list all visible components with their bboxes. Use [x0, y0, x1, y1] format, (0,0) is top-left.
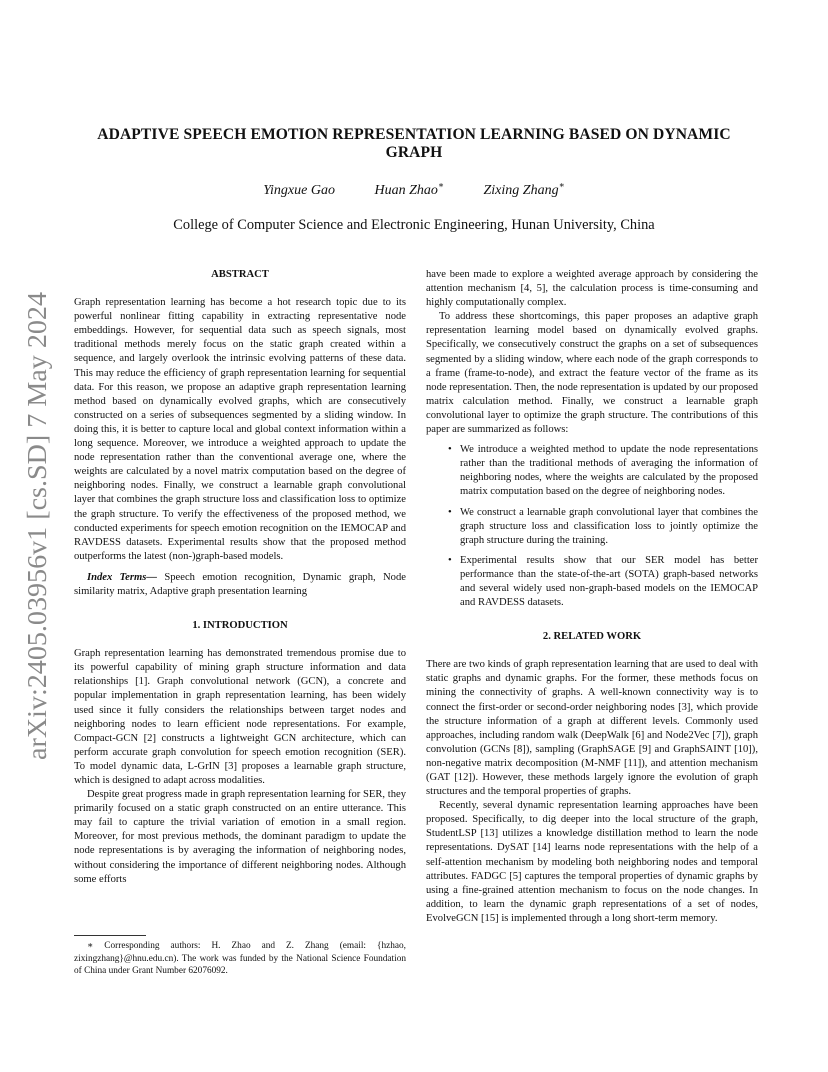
- right-column: [426, 268, 758, 926]
- author-list: [0, 180, 828, 199]
- index-terms-label: Index Terms—: [87, 571, 157, 583]
- paper-title: ADAPTIVE SPEECH EMOTION REPRESENTATION LEARNING BASED ON DYNAMIC GRAPH: [97, 126, 731, 161]
- abstract-text: Graph representation learning has become a hot research topic due to its powerful nonlinear fitting capability in extracting representative node embeddings. However, for sequential data such as speech signals, most traditional methods merely focus on the static graph created within a sequence, and largely overlook the intrinsic evolving patterns of these data. This may reduce the efficiency of graph representation learning for sequential data. For this reason, we propose an adaptive graph representation learning method based on dynamically evolved graphs, which are consecutively constructed on a series of subsequences segmented by a sliding window. In doing this, it is better to capture local and global context information within a long sequence. Moreover, we introduce a weighted approach to update the node representation rather than the conventional average one, where the weights are calculated by a novel matrix computation based on the degree of neighboring nodes. Finally, we construct a learnable graph convolutional layer that combines the graph structure loss and classification loss to optimize the graph structure. To verify the effectiveness of the proposed method, we conducted experiments for speech emotion recognition on the IEMOCAP and RAVDESS datasets. Experimental results show that the proposed method outperforms the latest (non-)graph-based models.: [74, 297, 406, 562]
- related-paragraph: Recently, several dynamic representation learning approaches have been proposed. Specifically, to dig deeper into the local structure of the graph, StudentLSP [13] utilizes a knowledge distillation method to learn the node representations. DySAT [14] learns node representations with the help of a self-attention mechanism by modeling both neighboring nodes and temporal attributes. FADGC [5] captures the temporal properties of dynamic graphs by using a fine-grained attention mechanism to focus on the node changes. In addition, to learn the dynamic graph representations of a set of nodes, EvolveGCN [15] is implemented through a long short-term memory.: [426, 800, 758, 924]
- intro-paragraph: Graph representation learning has demonstrated tremendous promise due to its powerful capability of mining graph structure information and data relationships [1]. Graph convolutional network (GCN), a concrete and popular implementation in graph representation learning, has been widely used since it fully considers the relationships between target nodes and neighboring nodes to learn efficient node representations. For example, Compact-GCN [2] constructs a lightweight GCN architecture, which can perform accurate graph convolution for speech emotion recognition (SER). To model dynamic data, L-GrIN [3] proposes a learnable graph structure, which is designed to adapt across modalities.: [74, 648, 406, 786]
- left-column: [74, 268, 406, 887]
- list-item: • We introduce a weighted method to update the node representations rather than the traditional methods of averaging the information of neighboring nodes, where the weights are calculated by the proposed matrix computation based on the degree of neighboring nodes.: [448, 444, 758, 498]
- footnote: ∗ Corresponding authors: H. Zhao and Z. Zhang (email: {hzhao, zixingzhang}@hnu.edu.cn). The work was funded by the National Science Foundation of China under Grant Number 62076092.: [74, 941, 406, 977]
- intro-paragraph: Despite great progress made in graph representation learning for SER, they primarily focused on a static graph constructed on an entire utterance. This may fail to capture the trivial variation of emotion in a small region. Moreover, for most previous methods, the dominant paradigm to update the node representations is by averaging the information of neighboring nodes, without considering the importance of different neighboring nodes. Although some efforts: [74, 789, 406, 885]
- author: Zixing Zhang∗: [483, 180, 565, 198]
- author: Huan Zhao∗: [374, 180, 444, 198]
- abstract-heading: ABSTRACT: [211, 269, 269, 280]
- affiliation: College of Computer Science and Electronic Engineering, Hunan University, China: [173, 217, 655, 233]
- index-terms: Index Terms— Speech emotion recognition, Dynamic graph, Node similarity matrix, Adaptive graph presentation learning: [74, 571, 406, 597]
- arxiv-stamp-text: arXiv:2405.03956v1 [cs.SD] 7 May 2024: [21, 301, 52, 760]
- intro-paragraph: have been made to explore a weighted average approach by considering the attention mechanism [4, 5], the calculation process is time-consuming and highly computationally complex.: [426, 269, 758, 309]
- list-item: • Experimental results show that our SER model has better performance than the state-of-the-art (SOTA) graph-based networks and several widely used non-graph-based models on the IEMOCAP and RAVDESS datasets.: [448, 554, 758, 609]
- arxiv-side-stamp: [18, 290, 54, 760]
- list-item: • We construct a learnable graph convolutional layer that combines the graph structure loss and classification loss to jointly optimize the graph structure during the training.: [448, 506, 758, 546]
- footnote-divider: [74, 935, 146, 936]
- related-paragraph: There are two kinds of graph representation learning that are used to deal with static graphs and dynamic graphs. For the former, these methods focus on mining the connectivity of graphs. A well-known connectivity way is to connect the first-order or second-order neighboring nodes [3], which provide the structure information of a graph at different levels. Commonly used approaches, including random walk (DeepWalk [6] and Node2Vec [7]), graph convolution (GCNs [8]), sampling (GraphSAGE [9] and GraphSAINT [10]), non-negative matrix decomposition (M-NMF [11]), and attention mechanism (GAT [12]). However, these methods largely ignore the evolution of graph structures and the temporal properties of graphs.: [426, 659, 758, 798]
- related-work-heading: 2. RELATED WORK: [542, 631, 642, 643]
- intro-paragraph: To address these shortcomings, this paper proposes an adaptive graph representation learning model based on dynamically evolved graphs. Specifically, we consecutively construct the graphs on a set of subsequences segmented by a sliding window, where each node of the graph corresponds to a frame (frame-to-node), and extract the feature vector of the frame as its node representation. Then, the node representation is updated by our proposed matrix calculation method. Finally, we construct a learnable graph convolutional layer to optimize the graph structure. The contributions of this paper are summarized as follows:: [426, 311, 758, 436]
- author: Yingxue Gao: [263, 182, 335, 198]
- contribution-list: [426, 443, 758, 610]
- intro-heading: 1. INTRODUCTION: [192, 620, 288, 632]
